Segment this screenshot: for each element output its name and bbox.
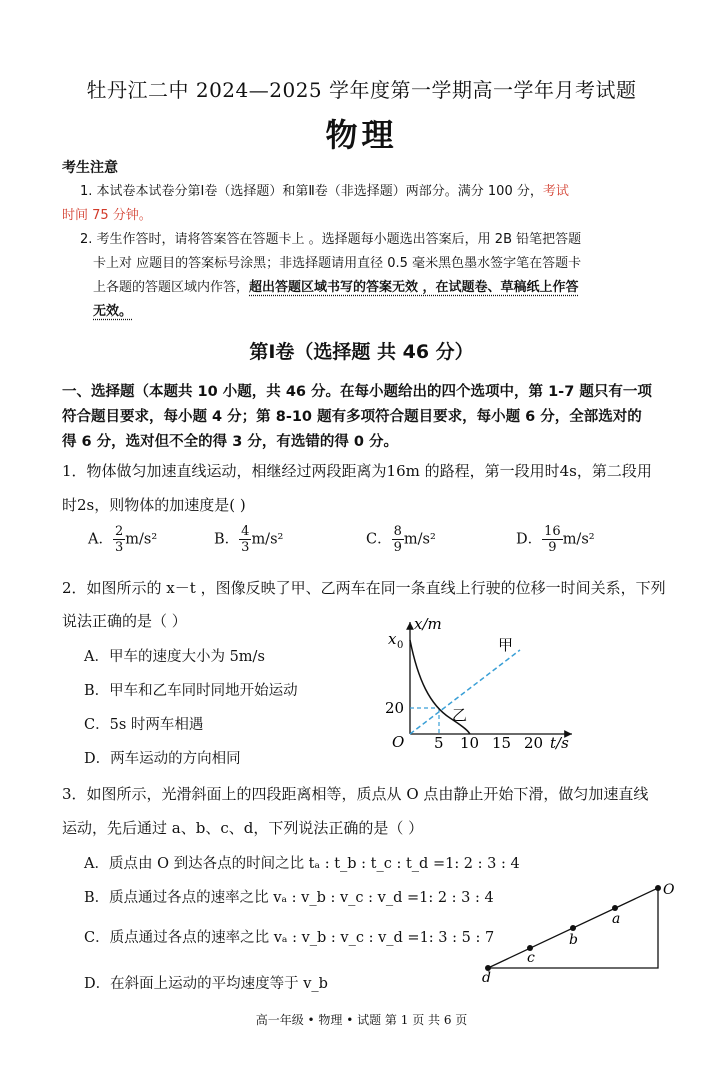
notice-item-2-line2: 卡上对 应题目的答案标号涂黑；非选择题请用直径 0.5 毫米黑色墨水签字笔在答题卡: [93, 256, 582, 271]
q1-option-d-unit: m/s²: [562, 531, 595, 548]
q3-point-o: [655, 885, 661, 891]
section-title: 第Ⅰ卷（选择题 共 46 分）: [249, 341, 474, 363]
q3-label-b: b: [569, 932, 578, 948]
q2-xtick-15: 15: [492, 734, 512, 752]
q2-xtick-10: 10: [460, 734, 480, 752]
q3-label-c: c: [527, 950, 535, 966]
section-instruction-3: 得 6 分，选对但不全的得 3 分，有选错的得 0 分。: [62, 434, 399, 450]
q3-option-d[interactable]: D．在斜面上运动的平均速度等于 v_b: [84, 976, 328, 992]
q2-xtick-20: 20: [524, 734, 544, 752]
q2-origin: O: [392, 733, 405, 751]
q3-stem-2: 运动，先后通过 a、b、c、d，下列说法正确的是（ ）: [62, 819, 424, 837]
notice-item-1: [80, 180, 569, 199]
q2-series-jia: 甲: [498, 636, 514, 654]
q1-stem-1: 1．物体做匀加速直线运动，相继经过两段距离为16m 的路程，第一段用时4s，第二段用: [62, 462, 652, 480]
q3-option-a[interactable]: A．质点由 O 到达各点的时间之比 tₐ : t_b : t_c : t_d =1: 2 : 3 : 4: [84, 856, 520, 872]
q1-option-a-unit: m/s²: [125, 531, 158, 548]
page-footer: 高一年级 • 物理 • 试题 第 1 页 共 6 页: [255, 1013, 468, 1027]
q1-option-d-den: 9: [548, 540, 557, 555]
notice-heading: 考生注意: [62, 160, 118, 176]
q1-option-c[interactable]: [366, 524, 436, 555]
q1-option-b-den: 3: [241, 540, 250, 555]
q1-option-d-label: D．: [516, 531, 543, 548]
q2-option-c[interactable]: C．5s 时两车相遇: [84, 717, 204, 733]
notice-item-1-cont: 时间 75 分钟。: [62, 208, 152, 223]
q1-option-c-label: C．: [366, 531, 392, 548]
q1-option-c-num: 8: [393, 524, 402, 539]
notice-item-2-line3-text: 上各题的答题区域内作答，: [93, 280, 250, 295]
q1-option-a[interactable]: [88, 524, 157, 555]
notice-item-1-text: 1. 本试卷本试卷分第Ⅰ卷（选择题）和第Ⅱ卷（非选择题）两部分。满分 100 分，: [80, 184, 543, 199]
q1-option-c-den: 9: [393, 540, 402, 555]
q1-stem-2: 时2s，则物体的加速度是( ): [62, 496, 246, 514]
q3-option-c[interactable]: C．质点通过各点的速率之比 vₐ : v_b : v_c : v_d =1: 3 : 5 : 7: [84, 930, 495, 946]
q1-option-d-num: 16: [544, 524, 561, 539]
q1-option-d-fraction: [542, 524, 563, 555]
q1-option-a-den: 3: [114, 540, 124, 555]
q2-ytick-20: 20: [385, 699, 405, 717]
q3-incline-diagram: [470, 878, 685, 983]
notice-item-1-red: 考试: [542, 184, 569, 199]
q3-label-o: O: [663, 882, 675, 898]
q3-point-b: [570, 925, 576, 931]
q2-option-a[interactable]: A．甲车的速度大小为 5m/s: [84, 649, 265, 665]
q2-stem-1: 2．如图所示的 x－t ，图像反映了甲、乙两车在同一条直线上行驶的位移一时间关系，下列: [62, 579, 666, 597]
q1-option-c-unit: m/s²: [403, 531, 436, 548]
q1-option-b-fraction: [239, 524, 251, 555]
q1-option-d[interactable]: [516, 524, 595, 555]
exam-title: 牡丹江二中 2024—2025 学年度第一学期高一学年月考试题: [86, 78, 637, 102]
q1-option-b-label: B．: [214, 531, 240, 548]
q1-option-b[interactable]: [214, 524, 283, 555]
q2-stem-2: 说法正确的是（ ）: [62, 612, 187, 630]
q2-ylabel: x/m: [414, 615, 442, 633]
q2-x0-sub: 0: [397, 640, 404, 651]
q1-option-b-num: 4: [241, 524, 250, 539]
q1-option-a-fraction: [113, 524, 125, 555]
q2-xt-graph: [380, 610, 580, 760]
q2-option-d[interactable]: D．两车运动的方向相同: [84, 751, 241, 767]
q2-option-b[interactable]: B．甲车和乙车同时同地开始运动: [84, 683, 298, 699]
section-instruction-2: 符合题目要求，每小题 4 分；第 8-10 题有多项符合题目要求，每小题 6 分，全部选对的: [62, 409, 642, 425]
q2-series-yi: 乙: [452, 706, 468, 724]
subject-title: 物理: [325, 116, 398, 154]
notice-item-2-line3: [93, 276, 579, 295]
section-instruction-1: 一、选择题（本题共 10 小题，共 46 分。在每小题给出的四个选项中，第 1-7 题只有一项: [62, 384, 652, 400]
q1-option-a-num: 2: [114, 524, 124, 539]
q3-label-d: d: [482, 970, 491, 983]
q3-option-b[interactable]: B．质点通过各点的速率之比 vₐ : v_b : v_c : v_d =1: 2 : 3 : 4: [84, 890, 494, 906]
q1-option-b-unit: m/s²: [251, 531, 284, 548]
q2-xtick-5: 5: [434, 734, 444, 752]
q1-option-c-fraction: [392, 524, 404, 555]
q1-option-a-label: A．: [88, 531, 113, 548]
notice-item-2-line1: 2. 考生作答时，请将答案答在答题卡上 。选择题每小题选出答案后，用 2B 铅笔把答题: [80, 232, 582, 247]
q2-xlabel: t/s: [550, 734, 569, 752]
q3-stem-1: 3．如图所示，光滑斜面上的四段距离相等，质点从 O 点由静止开始下滑，做匀加速直线: [62, 785, 649, 803]
notice-item-2-bold-cont: 无效。: [93, 304, 133, 319]
q2-x0-label: x: [388, 630, 397, 648]
notice-item-2-bold: 超出答题区域书写的答案无效 ，在试题卷、草稿纸上作答: [249, 280, 579, 295]
q3-label-a: a: [612, 911, 621, 927]
